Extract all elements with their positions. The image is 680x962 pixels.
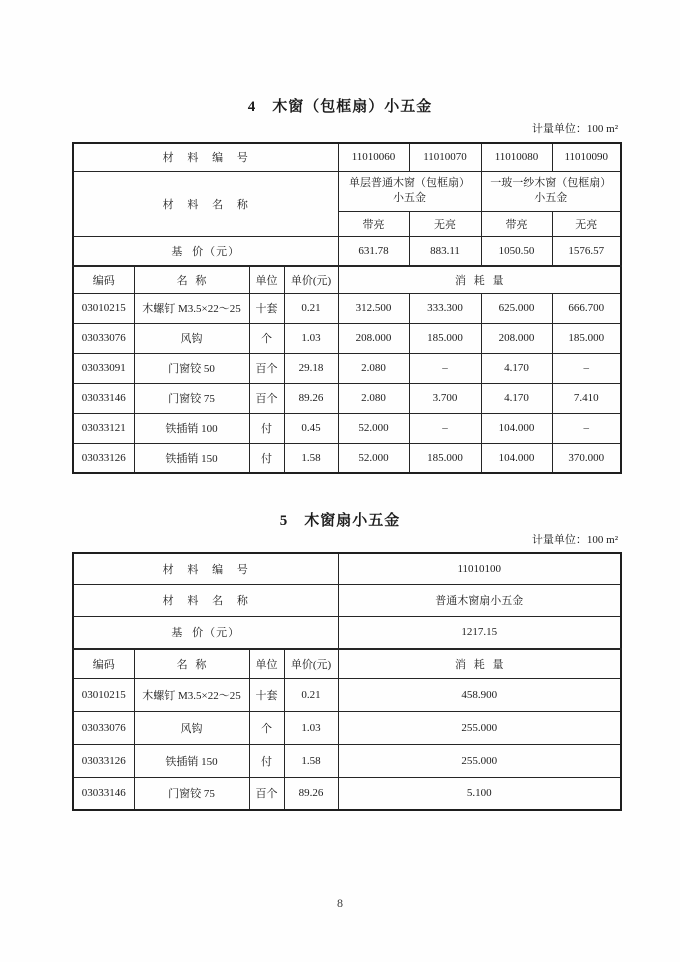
base-price-cell: 883.11 xyxy=(409,236,481,266)
table-row xyxy=(73,744,621,777)
material-code-cell: 11010100 xyxy=(338,553,621,584)
price-cell: 1.58 xyxy=(284,443,338,473)
price-cell: 0.45 xyxy=(284,413,338,443)
code-cell: 03033126 xyxy=(73,744,134,777)
name-cell: 门窗铰 75 xyxy=(134,777,249,810)
material-code-cell: 11010060 xyxy=(338,143,409,171)
header-name: 名 称 xyxy=(134,649,249,678)
material-group-cell xyxy=(338,171,481,211)
header-code: 编码 xyxy=(73,649,134,678)
code-cell: 03033146 xyxy=(73,383,134,413)
table-row xyxy=(73,777,621,810)
code-cell: 03033076 xyxy=(73,323,134,353)
group-name-line1: 一玻一纱木窗（包框扇） xyxy=(490,177,612,189)
consumption-cell: 5.100 xyxy=(338,777,621,810)
unit-cell: 十套 xyxy=(249,293,284,323)
consumption-cell: – xyxy=(552,353,621,383)
column-header-row xyxy=(73,649,621,678)
header-name: 名 称 xyxy=(134,266,249,293)
price-cell: 1.58 xyxy=(284,744,338,777)
code-cell: 03033121 xyxy=(73,413,134,443)
unit-cell: 百个 xyxy=(249,777,284,810)
base-price-cell: 1576.57 xyxy=(552,236,621,266)
unit-cell: 个 xyxy=(249,711,284,744)
table-row xyxy=(73,293,621,323)
group-name-line2: 小五金 xyxy=(393,192,426,204)
price-cell: 0.21 xyxy=(284,678,338,711)
name-cell: 风钩 xyxy=(134,323,249,353)
code-cell: 03033091 xyxy=(73,353,134,383)
name-cell: 木螺钉 M3.5×22～25 xyxy=(134,293,249,323)
price-cell: 0.21 xyxy=(284,293,338,323)
consumption-cell: 333.300 xyxy=(409,293,481,323)
price-cell: 1.03 xyxy=(284,323,338,353)
unit-cell: 个 xyxy=(249,323,284,353)
unit-cell: 百个 xyxy=(249,383,284,413)
price-cell: 29.18 xyxy=(284,353,338,383)
table-row xyxy=(73,443,621,473)
header-unit: 单位 xyxy=(249,266,284,293)
material-number-label: 材 料 编 号 xyxy=(73,143,338,171)
consumption-cell: 625.000 xyxy=(481,293,552,323)
material-number-row xyxy=(73,553,621,584)
name-cell: 铁插销 150 xyxy=(134,443,249,473)
consumption-cell: 312.500 xyxy=(338,293,409,323)
price-cell: 89.26 xyxy=(284,383,338,413)
consumption-cell: 2.080 xyxy=(338,353,409,383)
consumption-cell: 255.000 xyxy=(338,744,621,777)
consumption-cell: – xyxy=(409,353,481,383)
header-code: 编码 xyxy=(73,266,134,293)
table-row xyxy=(73,678,621,711)
consumption-cell: 4.170 xyxy=(481,383,552,413)
material-name-label: 材 料 名 称 xyxy=(73,584,338,616)
code-cell: 03033146 xyxy=(73,777,134,810)
name-cell: 门窗铰 50 xyxy=(134,353,249,383)
table-row xyxy=(73,353,621,383)
variant-cell: 无亮 xyxy=(409,211,481,236)
table-window-sash-hardware xyxy=(72,552,622,811)
unit-cell: 百个 xyxy=(249,353,284,383)
material-name-row xyxy=(73,584,621,616)
consumption-cell: 2.080 xyxy=(338,383,409,413)
material-name-row xyxy=(73,171,621,211)
base-price-label: 基 价（元） xyxy=(73,236,338,266)
code-cell: 03033076 xyxy=(73,711,134,744)
code-cell: 03010215 xyxy=(73,678,134,711)
consumption-cell: – xyxy=(409,413,481,443)
header-unit-price: 单价(元) xyxy=(284,266,338,293)
group-name-line1: 单层普通木窗（包框扇） xyxy=(349,177,470,189)
consumption-cell: 185.000 xyxy=(552,323,621,353)
table-window-frame-sash-hardware xyxy=(72,142,622,474)
material-name-cell: 普通木窗扇小五金 xyxy=(338,584,621,616)
consumption-cell: 4.170 xyxy=(481,353,552,383)
code-cell: 03010215 xyxy=(73,293,134,323)
variant-cell: 带亮 xyxy=(338,211,409,236)
table-row xyxy=(73,413,621,443)
name-cell: 铁插销 100 xyxy=(134,413,249,443)
base-price-cell: 1050.50 xyxy=(481,236,552,266)
unit-note-section-5: 计量单位：100 m² xyxy=(531,534,618,546)
name-cell: 木螺钉 M3.5×22～25 xyxy=(134,678,249,711)
name-cell: 风钩 xyxy=(134,711,249,744)
consumption-cell: 52.000 xyxy=(338,413,409,443)
base-price-cell: 631.78 xyxy=(338,236,409,266)
header-consumption: 消 耗 量 xyxy=(338,266,621,293)
column-header-row xyxy=(73,266,621,293)
consumption-cell: 208.000 xyxy=(338,323,409,353)
consumption-cell: 104.000 xyxy=(481,443,552,473)
unit-note-section-4: 计量单位：100 m² xyxy=(531,123,618,135)
consumption-cell: 208.000 xyxy=(481,323,552,353)
table-row xyxy=(73,323,621,353)
base-price-row xyxy=(73,616,621,649)
header-unit: 单位 xyxy=(249,649,284,678)
header-unit-price: 单价(元) xyxy=(284,649,338,678)
material-code-cell: 11010090 xyxy=(552,143,621,171)
consumption-cell: 255.000 xyxy=(338,711,621,744)
variant-cell: 无亮 xyxy=(552,211,621,236)
unit-cell: 十套 xyxy=(249,678,284,711)
table-row xyxy=(73,711,621,744)
unit-cell: 付 xyxy=(249,443,284,473)
consumption-cell: 666.700 xyxy=(552,293,621,323)
code-cell: 03033126 xyxy=(73,443,134,473)
unit-cell: 付 xyxy=(249,413,284,443)
consumption-cell: 3.700 xyxy=(409,383,481,413)
base-price-row xyxy=(73,236,621,266)
consumption-cell: – xyxy=(552,413,621,443)
group-name-line2: 小五金 xyxy=(534,192,568,204)
consumption-cell: 52.000 xyxy=(338,443,409,473)
price-cell: 1.03 xyxy=(284,711,338,744)
consumption-cell: 185.000 xyxy=(409,323,481,353)
name-cell: 铁插销 150 xyxy=(134,744,249,777)
material-group-cell xyxy=(481,171,621,211)
material-name-label: 材 料 名 称 xyxy=(73,171,338,236)
table-row xyxy=(73,383,621,413)
material-code-cell: 11010080 xyxy=(481,143,552,171)
base-price-cell: 1217.15 xyxy=(338,616,621,649)
consumption-cell: 185.000 xyxy=(409,443,481,473)
consumption-cell: 7.410 xyxy=(552,383,621,413)
material-number-row xyxy=(73,143,621,171)
page-number: 8 xyxy=(337,896,343,910)
price-cell: 89.26 xyxy=(284,777,338,810)
consumption-cell: 458.900 xyxy=(338,678,621,711)
base-price-label: 基 价（元） xyxy=(73,616,338,649)
material-number-label: 材 料 编 号 xyxy=(73,553,338,584)
consumption-cell: 104.000 xyxy=(481,413,552,443)
variant-cell: 带亮 xyxy=(481,211,552,236)
section-5-title: 5 木窗扇小五金 xyxy=(279,513,401,529)
section-4-title: 4 木窗（包框扇）小五金 xyxy=(247,99,433,115)
consumption-cell: 370.000 xyxy=(552,443,621,473)
material-code-cell: 11010070 xyxy=(409,143,481,171)
name-cell: 门窗铰 75 xyxy=(134,383,249,413)
unit-cell: 付 xyxy=(249,744,284,777)
header-consumption: 消 耗 量 xyxy=(338,649,621,678)
